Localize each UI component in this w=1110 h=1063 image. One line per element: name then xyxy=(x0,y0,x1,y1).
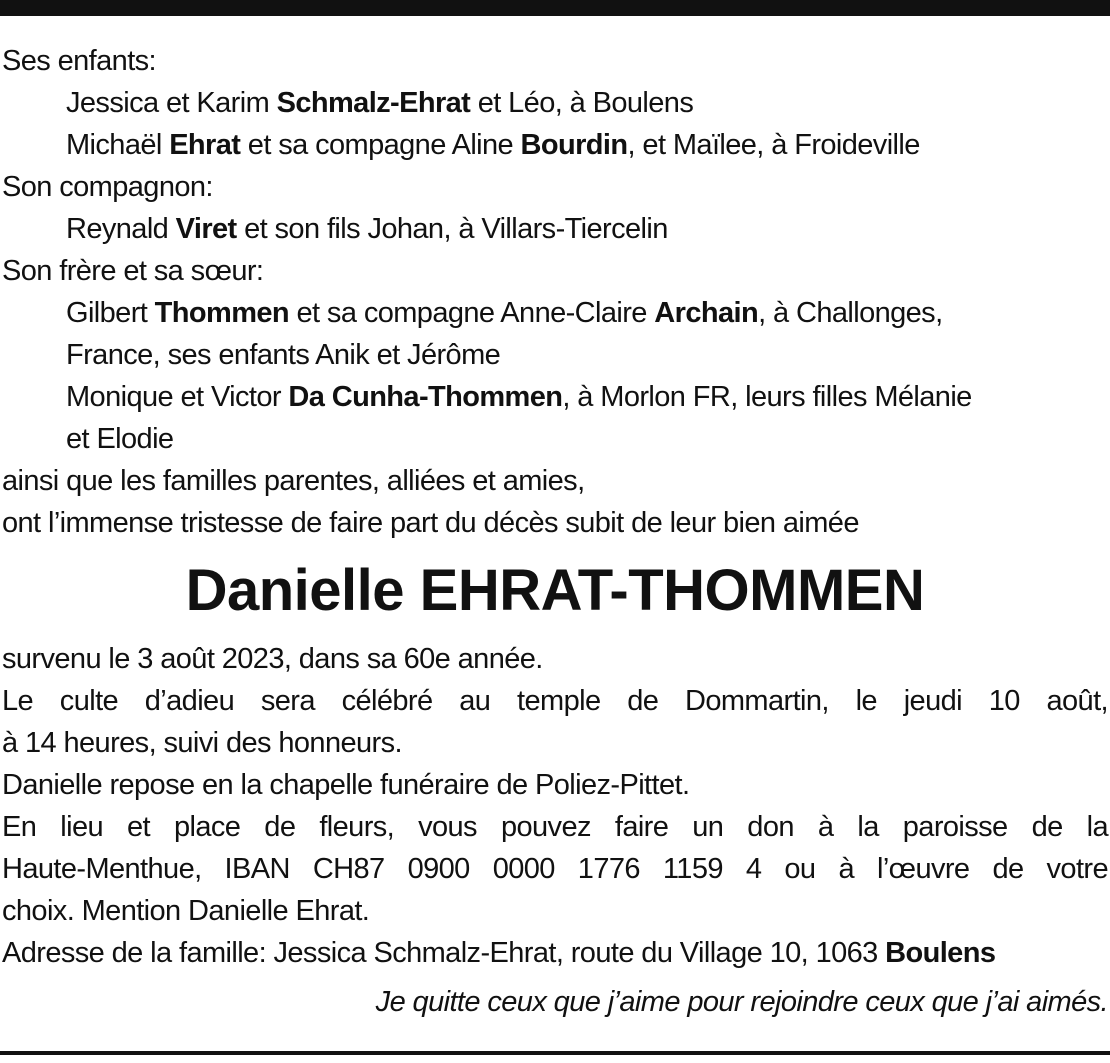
child2-place: , et Maïlee, à Froideville xyxy=(627,129,920,161)
sibling-entry-1 xyxy=(2,292,1108,334)
address-town: Boulens xyxy=(885,937,996,969)
sibling-entry-2 xyxy=(2,376,1108,418)
service-line-1: Le culte d’adieu sera célébré au temple de Dommartin, le jeudi 10 août, xyxy=(2,685,1108,717)
sibling1-partner-surname: Archain xyxy=(654,297,759,329)
announcement-line: ont l’immense tristesse de faire part du décès subit de leur bien aimée xyxy=(2,507,859,539)
sibling2-text: Monique et Victor xyxy=(66,381,289,413)
sibling-entry-2-continued: et Elodie xyxy=(66,423,174,455)
families-line: ainsi que les familles parentes, alliées et amies, xyxy=(2,465,585,497)
sibling1-text: Gilbert xyxy=(66,297,155,329)
child1-surname: Schmalz-Ehrat xyxy=(276,87,471,119)
sibling2-place: , à Morlon FR, leurs filles Mélanie xyxy=(562,381,972,413)
family-address-line xyxy=(2,932,1108,974)
partner-text: Reynald xyxy=(66,213,176,245)
death-date-line: survenu le 3 août 2023, dans sa 60e année. xyxy=(2,643,543,675)
bottom-border-rule xyxy=(0,1051,1110,1055)
child-entry-1 xyxy=(2,82,1108,124)
child2-surname: Ehrat xyxy=(169,129,241,161)
child1-text: Jessica et Karim xyxy=(66,87,277,119)
siblings-heading: Son frère et sa sœur: xyxy=(2,255,264,287)
children-heading: Ses enfants: xyxy=(2,45,157,77)
sibling-entry-1-continued: France, ses enfants Anik et Jérôme xyxy=(66,339,501,371)
sibling1-partner-text: et sa compagne Anne-Claire xyxy=(289,297,655,329)
partner-entry xyxy=(2,208,1108,250)
donation-line-3: choix. Mention Danielle Ehrat. xyxy=(2,895,370,927)
child2-text: Michaël xyxy=(66,129,170,161)
donation-line-2: Haute-Menthue, IBAN CH87 0900 0000 1776 1159 4 ou à l’œuvre de votre xyxy=(2,853,1108,885)
rest-place-line: Danielle repose en la chapelle funéraire de Poliez-Pittet. xyxy=(2,769,690,801)
partner-surname: Viret xyxy=(175,213,237,245)
obituary-notice xyxy=(2,40,1108,1030)
child2-partner-text: et sa compagne Aline xyxy=(240,129,521,161)
sibling1-surname: Thommen xyxy=(154,297,290,329)
closing-quote: Je quitte ceux que j’aime pour rejoindre ceux que j’ai aimés. xyxy=(375,986,1108,1018)
deceased-name: Danielle EHRAT-THOMMEN xyxy=(185,558,925,623)
partner-heading: Son compagnon: xyxy=(2,171,213,203)
address-text: Adresse de la famille: Jessica Schmalz-Ehrat, route du Village 10, 1063 xyxy=(2,937,886,969)
child1-place: et Léo, à Boulens xyxy=(470,87,694,119)
child2-partner-surname: Bourdin xyxy=(520,129,628,161)
child-entry-2 xyxy=(2,124,1108,166)
service-line-2: à 14 heures, suivi des honneurs. xyxy=(2,727,402,759)
donation-line-1: En lieu et place de fleurs, vous pouvez faire un don à la paroisse de la xyxy=(2,811,1108,843)
sibling1-place: , à Challonges, xyxy=(758,297,943,329)
partner-place: et son fils Johan, à Villars-Tiercelin xyxy=(236,213,668,245)
sibling2-surname: Da Cunha-Thommen xyxy=(288,381,563,413)
top-border-rule xyxy=(0,0,1110,16)
